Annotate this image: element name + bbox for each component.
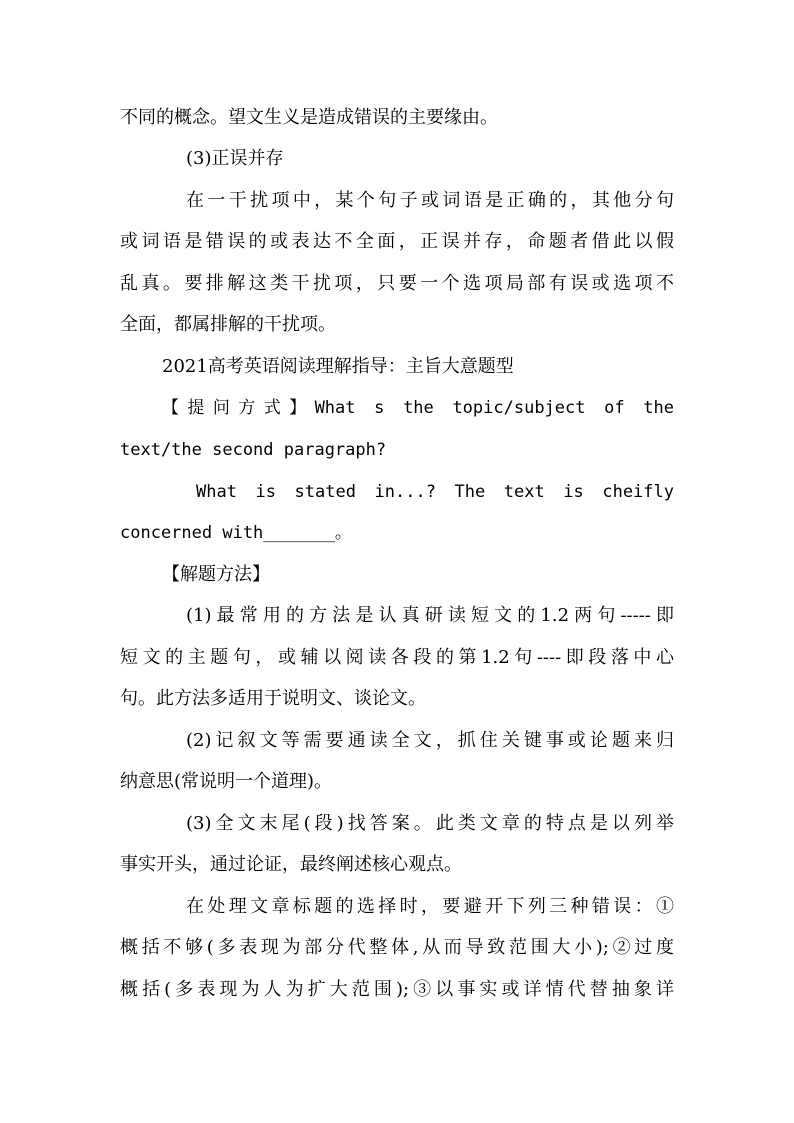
paragraph-line: 不同的概念。望文生义是造成错误的主要缘由。 [120,107,498,128]
paragraph-line: 全面，都属排解的干扰项。 [120,314,336,335]
paragraph-line: 【提问方式】What s the topic/subject of the [162,398,674,418]
section-title: 2021高考英语阅读理解指导：主旨大意题型 [162,356,514,377]
paragraph-line: (3)全文末尾(段)找答案。此类文章的特点是以列举 [186,813,674,834]
paragraph-line: (1)最常用的方法是认真研读短文的1.2两句-----即 [186,605,674,626]
paragraph-line: 在一干扰项中，某个句子或词语是正确的，其他分句 [186,190,674,211]
paragraph-line: 纳意思(常说明一个道理)。 [120,771,333,792]
paragraph-line: (2)记叙文等需要通读全文，抓住关键事或论题来归 [186,730,674,751]
paragraph-line: 或词语是错误的或表达不全面，正误并存，命题者借此以假 [120,231,674,252]
paragraph-line: concerned with_______。 [120,523,352,543]
paragraph-line: 句。此方法多适用于说明文、谈论文。 [120,688,426,709]
paragraph-line: 乱真。要排解这类干扰项，只要一个选项局部有误或选项不 [120,273,674,294]
paragraph-line: What is stated in...? The text is cheifly [196,482,674,502]
paragraph-line: 短文的主题句，或辅以阅读各段的第1.2句----即段落中心 [120,647,674,668]
section-heading: 【解题方法】 [162,564,270,585]
section-heading: (3)正误并存 [186,148,284,169]
paragraph-line: 概括(多表现为人为扩大范围);③以事实或详情代替抽象详 [120,979,674,1000]
paragraph-line: 在处理文章标题的选择时，要避开下列三种错误：① [186,896,674,917]
paragraph-line: text/the second paragraph? [120,440,387,460]
paragraph-line: 概括不够(多表现为部分代整体,从而导致范围大小);②过度 [120,937,674,958]
paragraph-line: 事实开头，通过论证，最终阐述核心观点。 [120,854,462,875]
